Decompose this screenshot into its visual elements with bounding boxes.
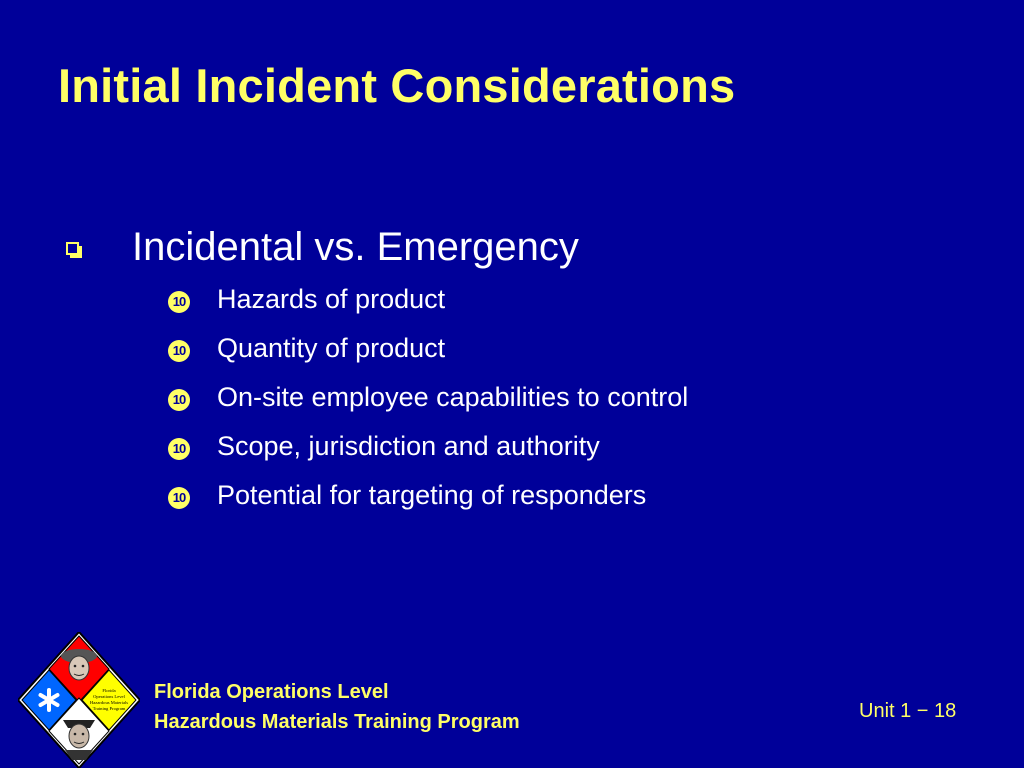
hazmat-diamond-logo — [18, 632, 140, 768]
slide-title: Initial Incident Considerations — [58, 59, 736, 112]
main-bullet-text: Incidental vs. Emergency — [132, 225, 579, 269]
circled-ten-icon: 10 — [168, 389, 190, 411]
logo-text-line: Florida — [102, 688, 116, 693]
logo-text-line: Hazardous Materials — [89, 700, 129, 705]
page-number: Unit 1 − 18 — [859, 700, 957, 722]
circled-ten-icon: 10 — [168, 487, 190, 509]
box-bullet-icon — [66, 242, 79, 255]
logo-text-line: Training Program — [92, 706, 126, 711]
sub-bullet-text: Potential for targeting of responders — [217, 480, 647, 510]
footer-line-2: Hazardous Materials Training Program — [154, 711, 520, 733]
footer-line-1: Florida Operations Level — [154, 681, 389, 703]
sub-bullet-text: Quantity of product — [217, 333, 446, 363]
circled-ten-icon: 10 — [168, 438, 190, 460]
circled-ten-icon: 10 — [168, 291, 190, 313]
sub-bullet-text: On-site employee capabilities to control — [217, 382, 689, 412]
circled-ten-icon: 10 — [168, 340, 190, 362]
logo-text-line: Operations Level — [93, 694, 125, 699]
footer-program-name — [154, 677, 520, 737]
main-bullet — [62, 225, 762, 275]
sub-bullet-text: Hazards of product — [217, 284, 446, 314]
sub-bullet-text: Scope, jurisdiction and authority — [217, 431, 600, 461]
